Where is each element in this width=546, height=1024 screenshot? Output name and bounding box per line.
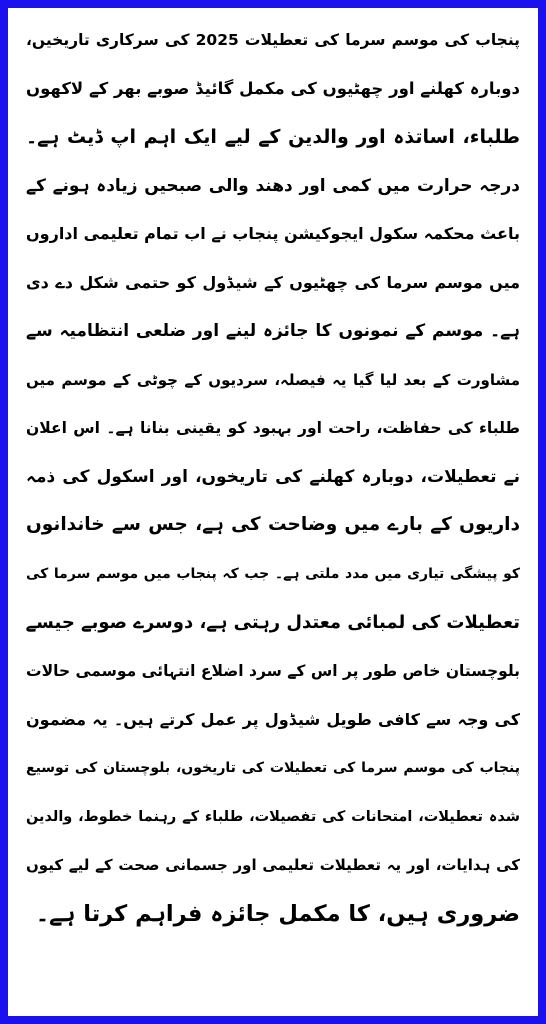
- article-line: میں موسم سرما کی چھٹیوں کے شیڈول کو حتمی شکل دے دی: [26, 272, 520, 292]
- article-line: نے تعطیلات، دوبارہ کھلنے کی تاریخوں، اور اسکول کی ذمہ: [26, 466, 520, 487]
- article-line: مشاورت کے بعد لیا گیا یہ فیصلہ، سردیوں کے چوٹی کے موسم میں: [26, 370, 520, 389]
- article-line: ہے۔ موسم کے نمونوں کا جائزہ لینے اور ضلعی انتظامیہ سے: [26, 321, 520, 342]
- article-line: داریوں کے بارے میں وضاحت کی ہے، جس سے خاندانوں: [26, 514, 520, 536]
- article-line: کو پیشگی تیاری میں مدد ملتی ہے۔ جب کہ پنجاب میں موسم سرما کی: [26, 566, 520, 583]
- article-line: طلباء کی حفاظت، راحت اور بہبود کو یقینی بنانا ہے۔ اس اعلان: [26, 419, 520, 438]
- article-line: شدہ تعطیلات، امتحانات کی تفصیلات، طلباء کے رہنما خطوط، والدین: [26, 808, 520, 825]
- article-line: تعطیلات کی لمبائی معتدل رہتی ہے، دوسرے صوبے جیسے: [26, 611, 520, 633]
- article-line: کی ہدایات، اور یہ تعطیلات تعلیمی اور جسمانی صحت کے لیے کیوں: [26, 856, 520, 875]
- article-line: باعث محکمہ سکول ایجوکیشن پنجاب نے اب تمام تعلیمی اداروں: [26, 224, 520, 244]
- article-line: دوبارہ کھلنے اور چھٹیوں کی مکمل گائیڈ صوبے بھر کے لاکھوں: [26, 78, 520, 98]
- article-line: ضروری ہیں، کا مکمل جائزہ فراہم کرتا ہے۔: [35, 900, 520, 927]
- article-line: درجہ حرارت میں کمی اور دھند والی صبحیں زیادہ ہونے کے: [26, 175, 520, 196]
- article-line: کی وجہ سے کافی طویل شیڈول پر عمل کرتے ہیں۔ یہ مضمون: [26, 709, 520, 729]
- article-line: پنجاب کی موسم سرما کی تعطیلات کی تاریخوں، بلوچستان کی توسیع: [26, 760, 520, 777]
- article-line: بلوچستان خاص طور پر اس کے سرد اضلاع انتہائی موسمی حالات: [26, 662, 520, 681]
- article-body: [26, 16, 520, 1008]
- article-line: طلباء، اساتذہ اور والدین کے لیے ایک اہم اپ ڈیٹ ہے۔: [26, 126, 520, 149]
- article-line: پنجاب کی موسم سرما کی تعطیلات 2025 کی سرکاری تاریخیں،: [26, 31, 520, 49]
